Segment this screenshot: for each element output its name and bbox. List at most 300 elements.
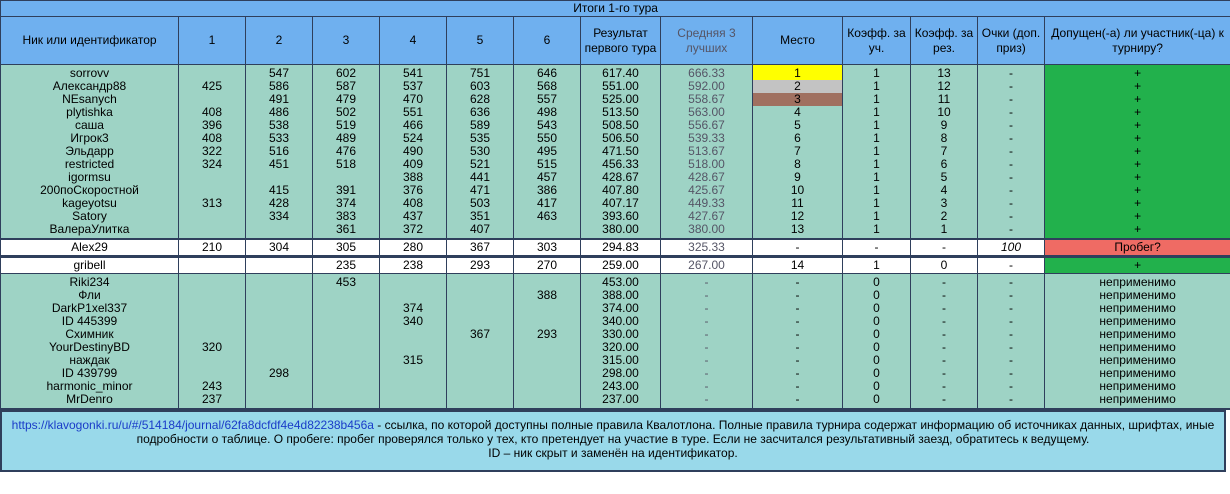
cell-nick: Alex29 [1, 239, 179, 257]
cell-coef-res: 0 [911, 257, 978, 274]
cell-place: 12 [753, 210, 843, 223]
cell-place: 5 [753, 119, 843, 132]
col-header-avg3: Средняя 3 лучших [661, 17, 753, 65]
table-row [1, 367, 1230, 380]
cell-coef-part: 0 [843, 367, 911, 380]
cell-coef-part: 0 [843, 315, 911, 328]
cell-coef-res: 7 [911, 145, 978, 158]
cell-nick: DarkP1xel337 [1, 302, 179, 315]
table-row [1, 171, 1230, 184]
cell-place: 7 [753, 145, 843, 158]
cell-round-6: 543 [514, 119, 581, 132]
cell-coef-part: 0 [843, 341, 911, 354]
cell-points: - [978, 65, 1045, 81]
group-not-applicable [1, 274, 1230, 410]
cell-avg3: 513.67 [661, 145, 753, 158]
cell-round-6: 303 [514, 239, 581, 257]
cell-coef-res: 2 [911, 210, 978, 223]
cell-points: 100 [978, 239, 1045, 257]
cell-avg3: 449.33 [661, 197, 753, 210]
cell-nick: ID 445399 [1, 315, 179, 328]
cell-coef-res: - [911, 289, 978, 302]
table-row [1, 184, 1230, 197]
cell-coef-res: - [911, 239, 978, 257]
cell-admitted: неприменимо [1045, 380, 1230, 393]
cell-round-5: 589 [447, 119, 514, 132]
cell-coef-res: - [911, 354, 978, 367]
cell-round-5 [447, 289, 514, 302]
cell-coef-part: 1 [843, 197, 911, 210]
cell-round-4: 340 [380, 315, 447, 328]
cell-nick: наждак [1, 354, 179, 367]
cell-round-5: 751 [447, 65, 514, 81]
table-row [1, 119, 1230, 132]
cell-coef-res: - [911, 393, 978, 409]
cell-place: - [753, 380, 843, 393]
cell-admitted: + [1045, 184, 1230, 197]
cell-coef-res: 8 [911, 132, 978, 145]
cell-round-3 [313, 171, 380, 184]
cell-admitted: + [1045, 80, 1230, 93]
cell-round-5: 530 [447, 145, 514, 158]
cell-round-2 [246, 315, 313, 328]
col-header-points: Очки (доп. приз) [978, 17, 1045, 65]
cell-coef-part: 0 [843, 289, 911, 302]
cell-admitted: неприменимо [1045, 367, 1230, 380]
cell-round-3 [313, 393, 380, 409]
cell-points: - [978, 93, 1045, 106]
footer-line2: подробности о таблице. О пробеге: пробег проверялся только у тех, кто претендует на участие в туре. Если не засчитался результативный заезд, обратитесь к ведущему. [136, 432, 1090, 446]
cell-coef-res: - [911, 380, 978, 393]
cell-place: - [753, 354, 843, 367]
cell-place: 2 [753, 80, 843, 93]
table-row [1, 106, 1230, 119]
cell-coef-part: 1 [843, 80, 911, 93]
table-row [1, 274, 1230, 290]
cell-admitted: + [1045, 257, 1230, 274]
cell-round-2 [246, 223, 313, 239]
table-header [1, 1, 1230, 65]
cell-nick: Satory [1, 210, 179, 223]
cell-round-2 [246, 274, 313, 290]
cell-round-4: 388 [380, 171, 447, 184]
cell-nick: 200поСкоростной [1, 184, 179, 197]
cell-round-3: 519 [313, 119, 380, 132]
cell-avg3: 425.67 [661, 184, 753, 197]
cell-nick: NEsanych [1, 93, 179, 106]
group-special [1, 239, 1230, 274]
cell-round-2 [246, 380, 313, 393]
cell-result: 315.00 [581, 354, 661, 367]
cell-round-3: 587 [313, 80, 380, 93]
cell-coef-res: 4 [911, 184, 978, 197]
cell-round-4: 408 [380, 197, 447, 210]
cell-place: - [753, 341, 843, 354]
cell-round-6: 568 [514, 80, 581, 93]
cell-round-6: 498 [514, 106, 581, 119]
cell-result: 428.67 [581, 171, 661, 184]
cell-points: - [978, 184, 1045, 197]
cell-round-4: 280 [380, 239, 447, 257]
cell-place: 8 [753, 158, 843, 171]
cell-result: 380.00 [581, 223, 661, 239]
cell-result: 237.00 [581, 393, 661, 409]
cell-round-1 [179, 354, 246, 367]
cell-place: 6 [753, 132, 843, 145]
cell-coef-part: 1 [843, 93, 911, 106]
cell-round-5 [447, 315, 514, 328]
cell-place: 9 [753, 171, 843, 184]
cell-nick: Riki234 [1, 274, 179, 290]
cell-result: 508.50 [581, 119, 661, 132]
cell-round-3: 361 [313, 223, 380, 239]
cell-admitted: + [1045, 93, 1230, 106]
cell-points: - [978, 289, 1045, 302]
cell-coef-part: 1 [843, 257, 911, 274]
cell-round-4: 537 [380, 80, 447, 93]
cell-points: - [978, 145, 1045, 158]
cell-round-6 [514, 341, 581, 354]
cell-round-3: 453 [313, 274, 380, 290]
cell-result: 259.00 [581, 257, 661, 274]
cell-round-6 [514, 354, 581, 367]
cell-points: - [978, 132, 1045, 145]
cell-round-5: 535 [447, 132, 514, 145]
cell-round-6: 388 [514, 289, 581, 302]
cell-coef-part: 1 [843, 210, 911, 223]
cell-round-2 [246, 393, 313, 409]
cell-round-2 [246, 302, 313, 315]
cell-round-2 [246, 171, 313, 184]
cell-round-4: 524 [380, 132, 447, 145]
table-row [1, 302, 1230, 315]
cell-avg3: 427.67 [661, 210, 753, 223]
cell-nick: harmonic_minor [1, 380, 179, 393]
cell-round-1: 320 [179, 341, 246, 354]
cell-admitted: + [1045, 65, 1230, 81]
cell-round-4 [380, 393, 447, 409]
cell-coef-part: 0 [843, 302, 911, 315]
cell-round-2: 533 [246, 132, 313, 145]
table-row [1, 132, 1230, 145]
cell-round-1: 243 [179, 380, 246, 393]
cell-nick: restricted [1, 158, 179, 171]
cell-result: 374.00 [581, 302, 661, 315]
cell-coef-res: - [911, 274, 978, 290]
cell-round-1 [179, 210, 246, 223]
cell-nick: Александр88 [1, 80, 179, 93]
cell-round-3: 391 [313, 184, 380, 197]
cell-round-6: 293 [514, 328, 581, 341]
cell-round-4: 437 [380, 210, 447, 223]
cell-round-5 [447, 393, 514, 409]
cell-round-5 [447, 367, 514, 380]
cell-avg3: 592.00 [661, 80, 753, 93]
cell-round-5: 351 [447, 210, 514, 223]
col-header-3: 3 [313, 17, 380, 65]
cell-round-3 [313, 289, 380, 302]
cell-coef-part: - [843, 239, 911, 257]
col-header-result: Результат первого тура [581, 17, 661, 65]
col-header-5: 5 [447, 17, 514, 65]
cell-nick: ID 439799 [1, 367, 179, 380]
cell-place: - [753, 239, 843, 257]
cell-admitted: неприменимо [1045, 315, 1230, 328]
cell-nick: gribell [1, 257, 179, 274]
cell-round-1: 408 [179, 132, 246, 145]
cell-points: - [978, 367, 1045, 380]
table-row [1, 341, 1230, 354]
col-header-nick: Ник или идентификатор [1, 17, 179, 65]
cell-round-2: 516 [246, 145, 313, 158]
cell-round-2: 428 [246, 197, 313, 210]
cell-avg3: - [661, 289, 753, 302]
cell-avg3: - [661, 315, 753, 328]
cell-result: 506.50 [581, 132, 661, 145]
cell-round-5: 628 [447, 93, 514, 106]
cell-nick: Фли [1, 289, 179, 302]
cell-round-3 [313, 367, 380, 380]
cell-round-5: 367 [447, 328, 514, 341]
cell-round-6: 386 [514, 184, 581, 197]
cell-coef-part: 1 [843, 119, 911, 132]
cell-admitted: неприменимо [1045, 393, 1230, 409]
cell-nick: sorrovv [1, 65, 179, 81]
cell-round-6 [514, 315, 581, 328]
group-admitted [1, 65, 1230, 240]
cell-nick: kageyotsu [1, 197, 179, 210]
footer-line3: ID – ник скрыт и заменён на идентификатор. [488, 446, 738, 460]
cell-place: - [753, 393, 843, 409]
cell-round-6: 457 [514, 171, 581, 184]
cell-round-6: 557 [514, 93, 581, 106]
cell-round-5: 293 [447, 257, 514, 274]
col-header-coef-res: Коэфф. за рез. [911, 17, 978, 65]
cell-round-4: 490 [380, 145, 447, 158]
cell-round-5: 521 [447, 158, 514, 171]
cell-admitted: + [1045, 171, 1230, 184]
cell-coef-res: - [911, 302, 978, 315]
cell-admitted: + [1045, 223, 1230, 239]
cell-round-1: 396 [179, 119, 246, 132]
cell-round-6 [514, 274, 581, 290]
cell-result: 340.00 [581, 315, 661, 328]
cell-nick: plytishka [1, 106, 179, 119]
table-row [1, 257, 1230, 274]
cell-round-1: 237 [179, 393, 246, 409]
cell-coef-res: - [911, 341, 978, 354]
cell-round-6: 646 [514, 65, 581, 81]
cell-points: - [978, 257, 1045, 274]
cell-round-6: 270 [514, 257, 581, 274]
cell-round-3: 518 [313, 158, 380, 171]
cell-round-2 [246, 289, 313, 302]
cell-avg3: 539.33 [661, 132, 753, 145]
cell-avg3: 563.00 [661, 106, 753, 119]
cell-round-3: 374 [313, 197, 380, 210]
cell-round-5: 471 [447, 184, 514, 197]
cell-round-3 [313, 302, 380, 315]
cell-round-2: 415 [246, 184, 313, 197]
cell-admitted: + [1045, 132, 1230, 145]
cell-nick: Игрок3 [1, 132, 179, 145]
cell-coef-res: 3 [911, 197, 978, 210]
cell-points: - [978, 106, 1045, 119]
cell-round-4 [380, 367, 447, 380]
table-row [1, 315, 1230, 328]
cell-round-5: 407 [447, 223, 514, 239]
cell-round-2: 538 [246, 119, 313, 132]
cell-admitted: + [1045, 197, 1230, 210]
table-row [1, 393, 1230, 409]
cell-round-3: 383 [313, 210, 380, 223]
footer-line1: - ссылка, по которой доступны полные правила Квалотлона. Полные правила турнира содержат информацию об источниках данных, шрифтах, иные [373, 418, 1215, 432]
col-header-coef-part: Коэфф. за уч. [843, 17, 911, 65]
table-row [1, 197, 1230, 210]
cell-round-6: 495 [514, 145, 581, 158]
cell-round-3 [313, 315, 380, 328]
cell-points: - [978, 197, 1045, 210]
cell-result: 471.50 [581, 145, 661, 158]
cell-round-4: 238 [380, 257, 447, 274]
cell-admitted: + [1045, 210, 1230, 223]
table-row [1, 239, 1230, 257]
cell-round-1 [179, 184, 246, 197]
table-row [1, 380, 1230, 393]
cell-round-6: 463 [514, 210, 581, 223]
cell-round-2: 586 [246, 80, 313, 93]
col-header-place: Место [753, 17, 843, 65]
table-row [1, 328, 1230, 341]
cell-place: - [753, 315, 843, 328]
rules-link[interactable]: https://klavogonki.ru/u/#/514184/journal/62fa8dcfdf4e4d82238b456a [11, 418, 374, 432]
cell-admitted: + [1045, 158, 1230, 171]
cell-avg3: 556.67 [661, 119, 753, 132]
cell-place: 13 [753, 223, 843, 239]
cell-coef-part: 0 [843, 393, 911, 409]
cell-avg3: 325.33 [661, 239, 753, 257]
cell-result: 407.17 [581, 197, 661, 210]
cell-avg3: 518.00 [661, 158, 753, 171]
table-row [1, 93, 1230, 106]
cell-result: 243.00 [581, 380, 661, 393]
cell-round-5: 367 [447, 239, 514, 257]
cell-result: 407.80 [581, 184, 661, 197]
cell-place: 10 [753, 184, 843, 197]
cell-round-2: 334 [246, 210, 313, 223]
cell-round-4: 374 [380, 302, 447, 315]
cell-points: - [978, 80, 1045, 93]
cell-admitted: неприменимо [1045, 354, 1230, 367]
cell-admitted: + [1045, 106, 1230, 119]
cell-round-3 [313, 328, 380, 341]
cell-avg3: - [661, 341, 753, 354]
cell-coef-res: 12 [911, 80, 978, 93]
cell-coef-res: 6 [911, 158, 978, 171]
cell-round-2 [246, 341, 313, 354]
cell-round-1: 313 [179, 197, 246, 210]
cell-coef-res: 10 [911, 106, 978, 119]
cell-coef-part: 0 [843, 380, 911, 393]
cell-coef-part: 1 [843, 132, 911, 145]
table-row [1, 145, 1230, 158]
cell-avg3: 380.00 [661, 223, 753, 239]
cell-points: - [978, 158, 1045, 171]
cell-result: 294.83 [581, 239, 661, 257]
cell-avg3: 267.00 [661, 257, 753, 274]
cell-coef-res: - [911, 315, 978, 328]
cell-round-3: 476 [313, 145, 380, 158]
cell-place: 1 [753, 65, 843, 81]
cell-avg3: 666.33 [661, 65, 753, 81]
table-row [1, 223, 1230, 239]
cell-place: - [753, 367, 843, 380]
cell-avg3: - [661, 354, 753, 367]
cell-round-2 [246, 328, 313, 341]
cell-round-6 [514, 367, 581, 380]
cell-points: - [978, 223, 1045, 239]
cell-round-2: 304 [246, 239, 313, 257]
cell-round-1 [179, 274, 246, 290]
cell-points: - [978, 354, 1045, 367]
cell-round-1 [179, 315, 246, 328]
table-row [1, 210, 1230, 223]
cell-round-4: 315 [380, 354, 447, 367]
cell-round-6 [514, 380, 581, 393]
cell-round-3: 502 [313, 106, 380, 119]
cell-round-2: 298 [246, 367, 313, 380]
cell-round-5 [447, 274, 514, 290]
cell-round-1: 425 [179, 80, 246, 93]
cell-round-6: 550 [514, 132, 581, 145]
cell-round-1 [179, 302, 246, 315]
cell-points: - [978, 328, 1045, 341]
cell-round-6 [514, 302, 581, 315]
cell-place: 4 [753, 106, 843, 119]
cell-result: 513.50 [581, 106, 661, 119]
cell-result: 617.40 [581, 65, 661, 81]
cell-round-5: 503 [447, 197, 514, 210]
table-row [1, 289, 1230, 302]
cell-admitted: неприменимо [1045, 274, 1230, 290]
cell-coef-res: 9 [911, 119, 978, 132]
cell-admitted: неприменимо [1045, 289, 1230, 302]
cell-coef-part: 1 [843, 145, 911, 158]
cell-nick: ВалераУлитка [1, 223, 179, 239]
cell-round-3 [313, 341, 380, 354]
cell-nick: Схимник [1, 328, 179, 341]
cell-points: - [978, 171, 1045, 184]
table-row [1, 80, 1230, 93]
cell-round-6 [514, 393, 581, 409]
cell-round-5: 441 [447, 171, 514, 184]
col-header-2: 2 [246, 17, 313, 65]
cell-nick: саша [1, 119, 179, 132]
cell-admitted: неприменимо [1045, 302, 1230, 315]
cell-points: - [978, 210, 1045, 223]
cell-round-3: 489 [313, 132, 380, 145]
cell-round-4: 470 [380, 93, 447, 106]
cell-place: - [753, 274, 843, 290]
cell-result: 453.00 [581, 274, 661, 290]
table-row [1, 65, 1230, 81]
cell-points: - [978, 315, 1045, 328]
cell-round-1 [179, 223, 246, 239]
cell-avg3: - [661, 393, 753, 409]
cell-avg3: - [661, 302, 753, 315]
cell-round-4: 466 [380, 119, 447, 132]
col-header-4: 4 [380, 17, 447, 65]
